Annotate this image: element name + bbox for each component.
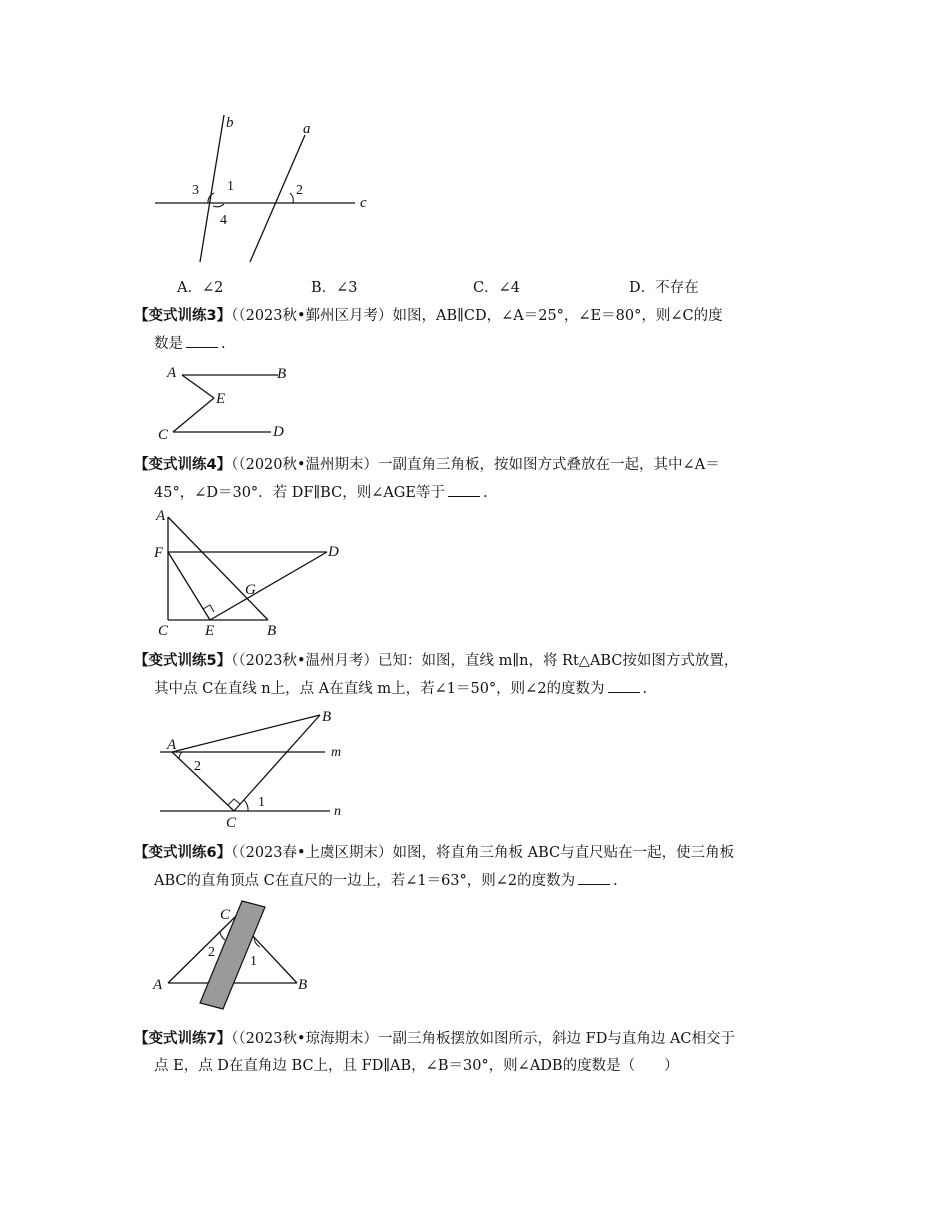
svg-text:2: 2 [194, 759, 201, 774]
line-a [250, 135, 305, 262]
q3-tag: 【变式训练3】 [134, 308, 232, 324]
figure-parallel-lines-abc [150, 110, 390, 275]
figure-q3 [155, 360, 300, 445]
q7-tag: 【变式训练7】 [134, 1031, 232, 1047]
answer-blank [186, 333, 218, 348]
q7-text: （（2023秋•琼海期末）一副三角板摆放如图所示，斜边 FD与直角边 AC相交于 [231, 1031, 736, 1047]
svg-text:B: B [322, 709, 332, 725]
svg-text:B: B [267, 623, 277, 639]
svg-text:C: C [220, 907, 231, 923]
svg-text:F: F [154, 545, 164, 561]
option-d: D．不存在 [629, 280, 699, 296]
angle-arc-4 [213, 204, 224, 207]
q4-tag: 【变式训练4】 [134, 457, 232, 473]
svg-text:1: 1 [250, 954, 257, 969]
answer-blank [448, 482, 480, 497]
option-b: B．∠3 [311, 280, 358, 296]
svg-text:n: n [334, 804, 341, 819]
answer-blank [608, 678, 640, 693]
svg-text:E: E [216, 391, 226, 407]
q6-text: （（2023春•上虞区期末）如图，将直角三角板 ABC与直尺贴在一起，使三角板 [231, 845, 735, 861]
svg-text:E: E [205, 623, 215, 639]
svg-text:D: D [273, 424, 284, 440]
q3-source: （（2023秋•鄞州区月考）如图， [231, 308, 437, 324]
label-a: a [303, 121, 311, 137]
label-b: b [226, 115, 234, 131]
q6-line1 [134, 843, 734, 863]
q3-line1 [134, 306, 723, 326]
q7-line1 [134, 1029, 735, 1049]
svg-text:C: C [226, 815, 237, 831]
svg-text:1: 1 [258, 795, 265, 810]
q6-tag: 【变式训练6】 [134, 845, 232, 861]
q5-line2: 其中点 C在直线 n上，点 A在直线 m上，若∠1＝50°，则∠2的度数为 . [154, 678, 647, 699]
q7-line2: 点 E，点 D在直角边 BC上，且 FD∥AB，∠B＝30°，则∠ADB的度数是（ ） [154, 1058, 679, 1074]
svg-text:C: C [158, 623, 169, 639]
figure-q5 [150, 705, 360, 833]
q3-text: AB∥CD，∠A＝25°，∠E＝80°，则∠C的度 [436, 308, 723, 324]
angle-arc-2 [290, 193, 293, 203]
q4-text: （（2020秋•温州期末）一副直角三角板，按如图方式叠放在一起，其中∠A＝ [231, 457, 720, 473]
svg-text:2: 2 [208, 945, 215, 960]
line-b [200, 115, 224, 262]
q4-line2: 45°，∠D＝30°．若 DF∥BC，则∠AGE等于 . [154, 482, 488, 503]
q6-line2: ABC的直角顶点 C在直尺的一边上，若∠1＝63°，则∠2的度数为 . [154, 870, 618, 891]
label-angle-3: 3 [192, 183, 199, 198]
figure-q6 [150, 895, 325, 1017]
svg-text:m: m [331, 745, 342, 760]
svg-text:A: A [167, 365, 177, 381]
svg-text:B: B [298, 977, 308, 993]
q3-line2: 数是 . [154, 333, 226, 354]
svg-text:B: B [277, 366, 287, 382]
option-a: A．∠2 [177, 280, 224, 296]
label-angle-2: 2 [296, 183, 303, 198]
q5-text: （（2023秋•温州月考）已知：如图，直线 m∥n，将 Rt△ABC按如图方式放置， [231, 653, 739, 669]
label-c: c [360, 195, 367, 211]
answer-blank [578, 870, 610, 885]
svg-text:D: D [328, 544, 339, 560]
svg-text:A: A [167, 737, 177, 753]
label-angle-1: 1 [227, 179, 234, 194]
svg-text:C: C [158, 427, 169, 443]
q5-tag: 【变式训练5】 [134, 653, 232, 669]
q5-line1 [134, 651, 738, 671]
q4-line1 [134, 455, 720, 475]
figure-q4 [150, 505, 350, 640]
option-c: C．∠4 [473, 280, 520, 296]
label-angle-4: 4 [220, 213, 227, 228]
svg-text:A: A [156, 508, 166, 524]
svg-text:G: G [245, 582, 256, 598]
svg-text:A: A [153, 977, 163, 993]
